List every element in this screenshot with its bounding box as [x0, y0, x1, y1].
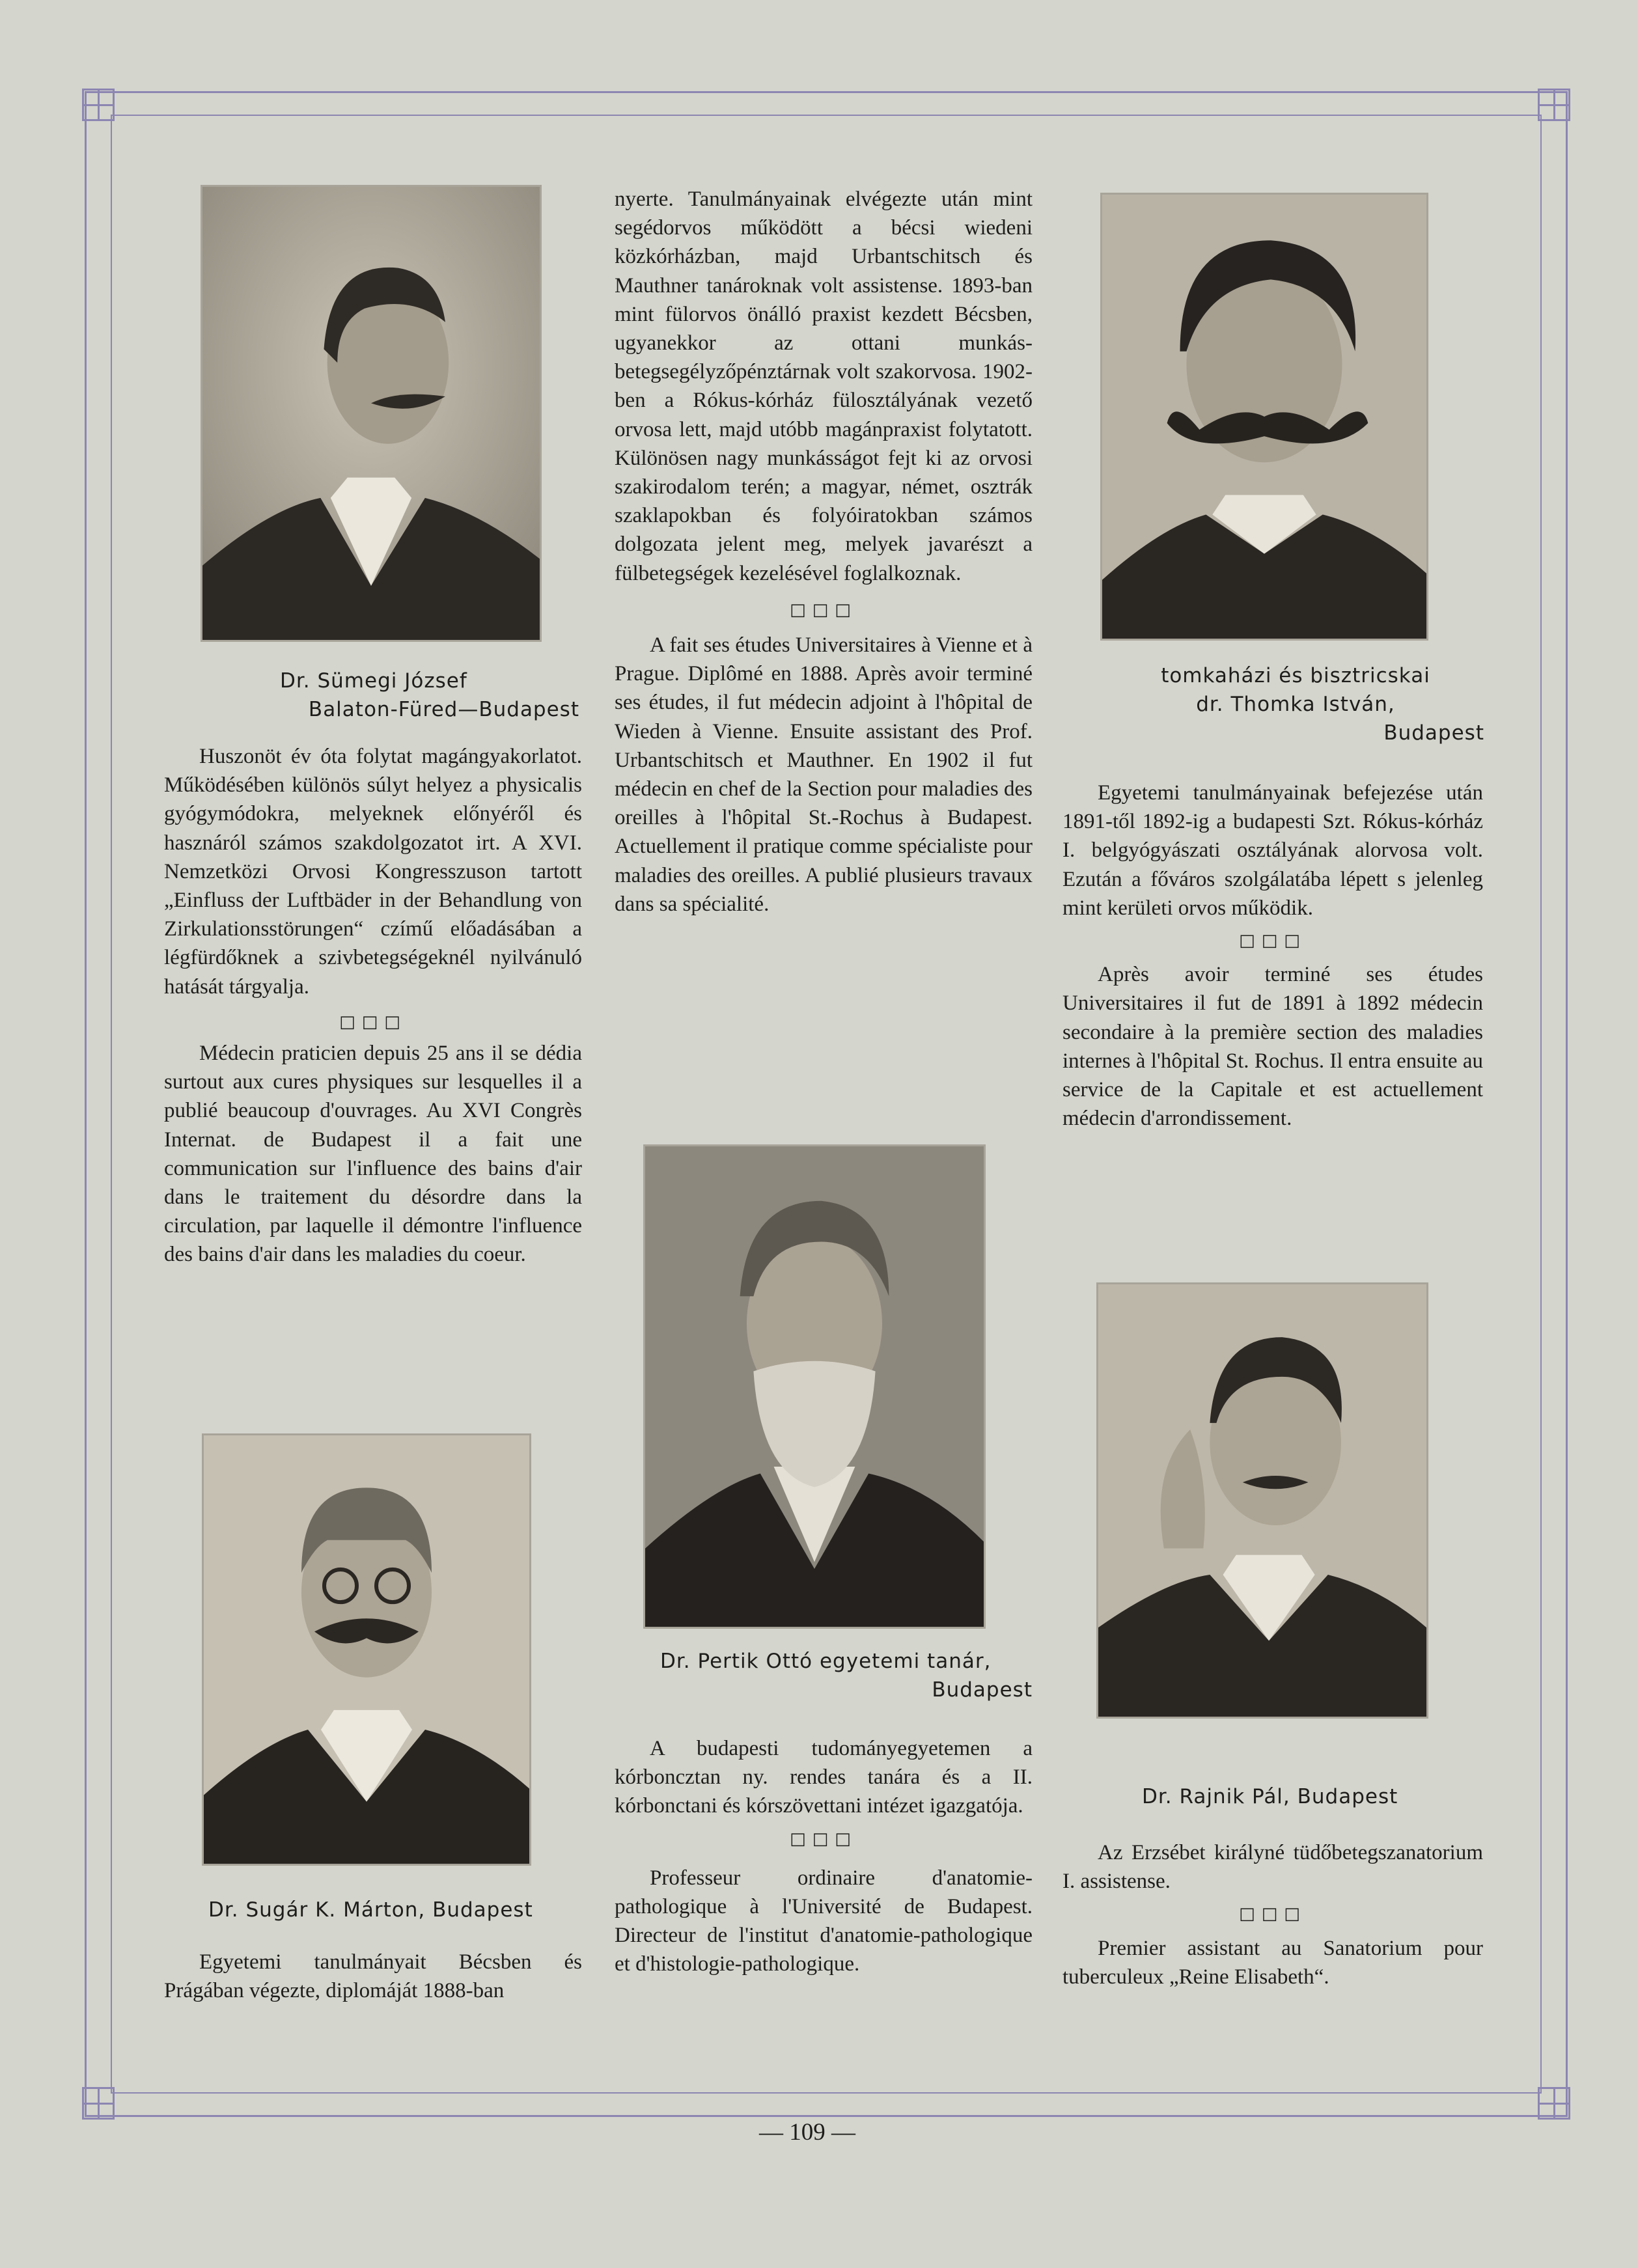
- caption-location: Budapest: [932, 1678, 1033, 1702]
- biography-hungarian: nyerte. Tanulmányainak elvégezte után mint segédorvos működött a bécsi wiedeni közkórházban, majd Urbantschitsch és Mauthner tanároknak volt assistense. 1893-ban mint fülorvos önálló praxist kezdett Bécsben, ugyanekkor az ottani munkás-betegsegélyzőpénztárnak volt szakorvosa. 1902-ben a Rókus-kórház fülosztályának vezető orvosa lett, majd utóbb magánpraxist folytatott. Különösen nagy munkásságot fejt ki az orvosi szakirodalom terén; a magyar, német, osztrák szaklapokban és folyóiratokban számos dolgozata jelent meg, melyek javarészt a fülbetegségek kezelésével foglalkoznak.: [615, 187, 1033, 585]
- biography-french: A fait ses études Universitaires à Vienne et à Prague. Diplômé en 1888. Après avoir terminé ses études, il fut médecin adjoint à l'hôpital de Wieden à Vienne. Ensuite assistant des Prof. Urbantschitsch et Mauthner. En 1902 il fut médecin en chef de la Section pour maladies des oreilles à l'hôpital St.-Rochus à Budapest. Actuellement il pratique comme spécialiste pour maladies des oreilles. A publié plusieurs travaux dans sa spécialité.: [615, 633, 1033, 916]
- page-dash-left: —: [759, 2119, 790, 2146]
- section-separator: □□□: [790, 1829, 857, 1849]
- caption-name: Dr. Sugár K. Márton, Budapest: [208, 1898, 533, 1922]
- page-dash-right: —: [825, 2119, 855, 2146]
- caption-pertik: [660, 1647, 1033, 1704]
- portrait-photo-rajnik: [1096, 1282, 1428, 1719]
- text-column-left-bottom: [164, 1948, 582, 2005]
- biography-hungarian: Huszonöt év óta folytat magángyakorlatot. Működésében különös súlyt helyez a physicalis gyógymódokra, melyeknek előnyéről és hasznáról számos szakdolgozatot irt. A XVI. Nemzetközi Orvosi Kongresszuson tartott „Einfluss der Luftbäder in der Behandlung von Zirkulationsstörungen“ czímű előadásában a légfürdőknek a szivbetegségeknél nyilvánuló hatását tárgyalja.: [164, 745, 582, 999]
- section-separator: □□□: [790, 600, 857, 620]
- biography-french: Premier assistant au Sanatorium pour tuberculeux „Reine Elisabeth“.: [1062, 1936, 1483, 1989]
- caption-name: Dr. Sümegi József: [280, 669, 467, 693]
- biography-french: Professeur ordinaire d'anatomie-pathologique à l'Université de Budapest. Directeur de l'institut d'anatomie-pathologique et d'histologie-pathologique.: [615, 1866, 1033, 1976]
- caption-location: Budapest: [1383, 721, 1484, 745]
- border-corner-ornament: [1538, 2087, 1570, 2120]
- text-column-right-bottom: [1062, 1838, 1483, 1991]
- caption-rajnik: [1142, 1782, 1480, 1811]
- portrait-photo-sumegi: [201, 185, 542, 642]
- text-column-center-bottom: [615, 1734, 1033, 1979]
- biography-french: Après avoir terminé ses études Universitaires il fut de 1891 à 1892 médecin secondaire à la première section des maladies internes à l'hôpital St. Rochus. Il entra ensuite au service de la Capitale et est actuellement médecin d'arrondissement.: [1062, 963, 1483, 1131]
- biography-hungarian: Az Erzsébet királyné tüdőbetegszanatorium I. assistense.: [1062, 1841, 1483, 1894]
- border-corner-ornament: [82, 2087, 115, 2120]
- portrait-photo-pertik: [643, 1144, 986, 1629]
- biography-hungarian: Egyetemi tanulmányait Bécsben és Prágában végezte, diplomáját 1888-ban: [164, 1950, 582, 2003]
- text-column-center: [615, 185, 1033, 919]
- biography-hungarian: A budapesti tudományegyetemen a kórboncztan ny. rendes tanára és a II. kórbonctani és kórszövettani intézet igazgatója.: [615, 1737, 1033, 1818]
- caption-name: dr. Thomka István,: [1196, 693, 1395, 716]
- section-separator: □□□: [1239, 931, 1307, 951]
- caption-thomka: [1107, 661, 1484, 747]
- biography-french: Médecin praticien depuis 25 ans il se dédia surtout aux cures physiques sur lesquelles il a publié beaucoup d'ouvrages. Au XVI Congrès Internat. de Budapest il a fait une communication sur l'influence des bains d'air dans le traitement du désordre dans la circulation, par laquelle il démontre l'influence des bains d'air dans les maladies du coeur.: [164, 1042, 582, 1267]
- caption-name: Dr. Rajnik Pál, Budapest: [1142, 1785, 1398, 1808]
- section-separator: □□□: [339, 1012, 407, 1032]
- section-separator: □□□: [1239, 1904, 1307, 1924]
- biography-hungarian: Egyetemi tanulmányainak befejezése után 1891-től 1892-ig a budapesti Szt. Rókus-kórház I. belgyógyászati osztályának alorvosa volt. Ezután a főváros szolgálatába lépett s jelenleg mint kerületi orvos működik.: [1062, 781, 1483, 920]
- page-number-value: 109: [789, 2119, 826, 2146]
- portrait-photo-sugar: [202, 1433, 531, 1866]
- caption-name: Dr. Pertik Ottó egyetemi tanár,: [660, 1650, 992, 1673]
- portrait-photo-thomka: [1100, 193, 1428, 641]
- border-corner-ornament: [82, 89, 115, 121]
- border-corner-ornament: [1538, 89, 1570, 121]
- caption-location: Balaton-Füred—Budapest: [308, 698, 579, 721]
- text-column-left: [164, 742, 582, 1269]
- page-number: [759, 2118, 855, 2146]
- caption-title: tomkaházi és bisztricskai: [1161, 664, 1430, 687]
- caption-sumegi: [280, 667, 579, 724]
- caption-sugar: [208, 1896, 547, 1924]
- text-column-right: [1062, 779, 1483, 1133]
